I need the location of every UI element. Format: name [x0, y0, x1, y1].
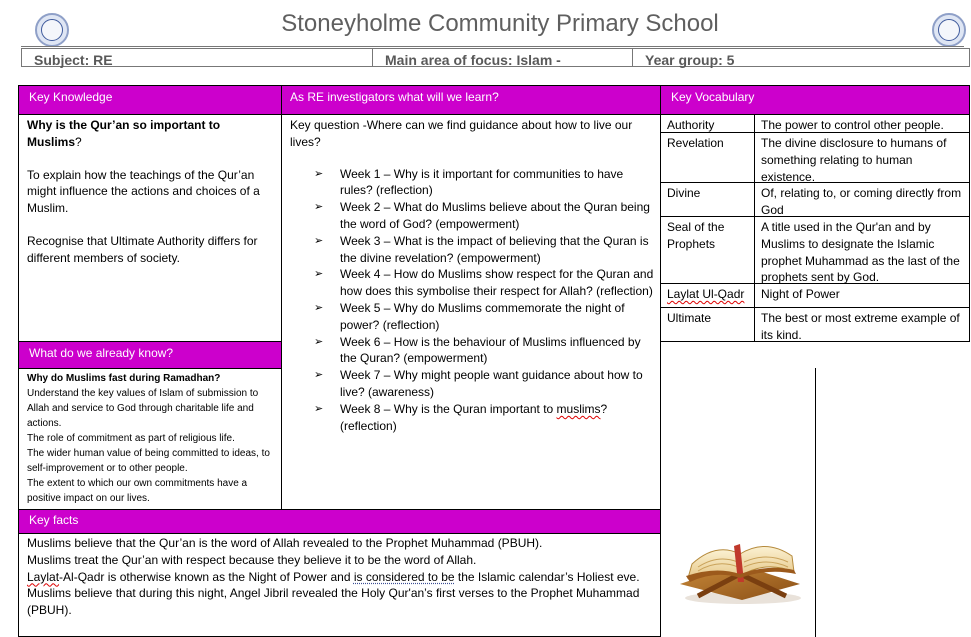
already-know-line: Understand the key values of Islam of submission to Allah and service to God through charitable life and actions.	[27, 388, 259, 429]
key-facts-heading: Key facts	[18, 509, 661, 534]
already-know-heading: What do we already know?	[18, 341, 282, 369]
vocab-definition: The power to control other people.	[754, 114, 970, 133]
arrow-bullet-icon: ➢	[314, 335, 324, 348]
knowledge-point: To explain how the teachings of the Qur’an might influence the actions and choices of a Muslim.	[27, 167, 260, 216]
vocab-term: Ultimate	[660, 307, 755, 342]
learn-heading-cell	[281, 85, 661, 115]
vocabulary-heading: Key Vocabulary	[660, 85, 970, 115]
page-title: Stoneyholme Community Primary School	[281, 10, 719, 37]
already-know-panel	[18, 368, 282, 510]
key-knowledge-heading: Key Knowledge	[18, 85, 282, 115]
vocab-term: Seal of the Prophets	[660, 216, 755, 284]
vocab-definition: The best or most extreme example of its kind.	[754, 307, 970, 342]
quran-illustration	[668, 512, 813, 607]
list-item: ➢ Week 6 – How is the behaviour of Muslims influenced by the Quran? (empowerment)	[290, 334, 654, 368]
key-knowledge-panel: Why is the Qur’an so important to Muslims? To explain how the teachings of the Qur’an might influence the actions and choices of a Muslim. Recognise that Ultimate Authority differs for different members of society.	[18, 114, 282, 342]
key-knowledge-question: Why is the Qur’an so important to Muslims	[27, 118, 221, 149]
arrow-bullet-icon: ➢	[314, 167, 324, 180]
knowledge-point: Recognise that Ultimate Authority differs for different members of society.	[27, 233, 258, 265]
subject-field: Subject: RE	[21, 48, 373, 67]
already-know-line: The extent to which our own commitments have a positive impact on our lives.	[27, 478, 248, 504]
vocab-definition: The divine disclosure to humans of something relating to human existence.	[754, 132, 970, 183]
list-item: ➢ Week 3 – What is the impact of believing that the Quran is the divine revelation? (empowerment)	[290, 233, 654, 267]
arrow-bullet-icon: ➢	[314, 301, 324, 314]
learn-panel	[281, 114, 661, 510]
arrow-bullet-icon: ➢	[314, 201, 324, 214]
key-facts-panel	[18, 533, 661, 637]
arrow-bullet-icon: ➢	[314, 234, 324, 247]
right-border-line	[815, 368, 816, 637]
arrow-bullet-icon: ➢	[314, 402, 324, 415]
list-item: ➢ Week 1 – Why is it important for communities to have rules? (reflection)	[290, 166, 654, 200]
arrow-bullet-icon: ➢	[314, 369, 324, 382]
school-crest-icon	[932, 13, 966, 47]
title-divider	[21, 46, 964, 47]
key-fact: Muslims treat the Qur’an with respect because they believe it to be the word of Allah.	[27, 552, 477, 567]
key-fact: Muslims believe that the Qur’an is the word of Allah revealed to the Prophet Muhammad (PBUH).	[27, 536, 543, 550]
already-know-line: The wider human value of being committed to ideas, to self-improvement or to other people.	[27, 448, 270, 474]
list-item: ➢ Week 8 – Why is the Quran important to muslims? (reflection)	[290, 401, 654, 435]
vocab-bottom-line	[660, 341, 970, 342]
arrow-bullet-icon: ➢	[314, 268, 324, 281]
year-group-field: Year group: 5	[632, 48, 970, 67]
vocab-term: Authority	[660, 114, 755, 133]
already-know-title: Why do Muslims fast during Ramadhan?	[27, 373, 221, 384]
vocab-term: Divine	[660, 182, 755, 217]
already-know-line: The role of commitment as part of religious life.	[27, 433, 235, 444]
weeks-list	[290, 166, 654, 435]
key-fact: Laylat-Al-Qadr is otherwise known as the Night of Power and is considered to be the Islamic calendar’s Holiest eve. Muslims believe that during this night, Angel Jibril revealed the Holy Qur'an’s first verses to the Prophet Muhammad (PBUH).	[27, 569, 640, 618]
list-item: ➢ Week 2 – What do Muslims believe about the Quran being the word of God? (empowerment)	[290, 199, 654, 233]
vocab-definition: Night of Power	[754, 283, 970, 308]
key-question: Key question -Where can we find guidance about how to live our lives?	[290, 118, 633, 149]
vocab-term: Laylat Ul-Qadr	[660, 283, 755, 308]
vocab-definition: A title used in the Qur'an and by Muslims to designate the Islamic prophet Muhammad as the last of the prophets sent by God.	[754, 216, 970, 284]
list-item: ➢ Week 5 – Why do Muslims commemorate the night of power? (reflection)	[290, 300, 654, 334]
quran-on-stand-image	[668, 512, 813, 607]
list-item: ➢ Week 7 – Why might people want guidance about how to live? (awareness)	[290, 367, 654, 401]
vocab-term: Revelation	[660, 132, 755, 183]
vocab-definition: Of, relating to, or coming directly from God	[754, 182, 970, 217]
school-crest-icon	[35, 13, 69, 47]
learn-heading: As RE investigators what will we learn?	[282, 86, 660, 104]
list-item: ➢ Week 4 – How do Muslims show respect for the Quran and how does this symbolise their respect for Allah? (reflection)	[290, 266, 654, 300]
focus-field: Main area of focus: Islam -	[372, 48, 633, 67]
